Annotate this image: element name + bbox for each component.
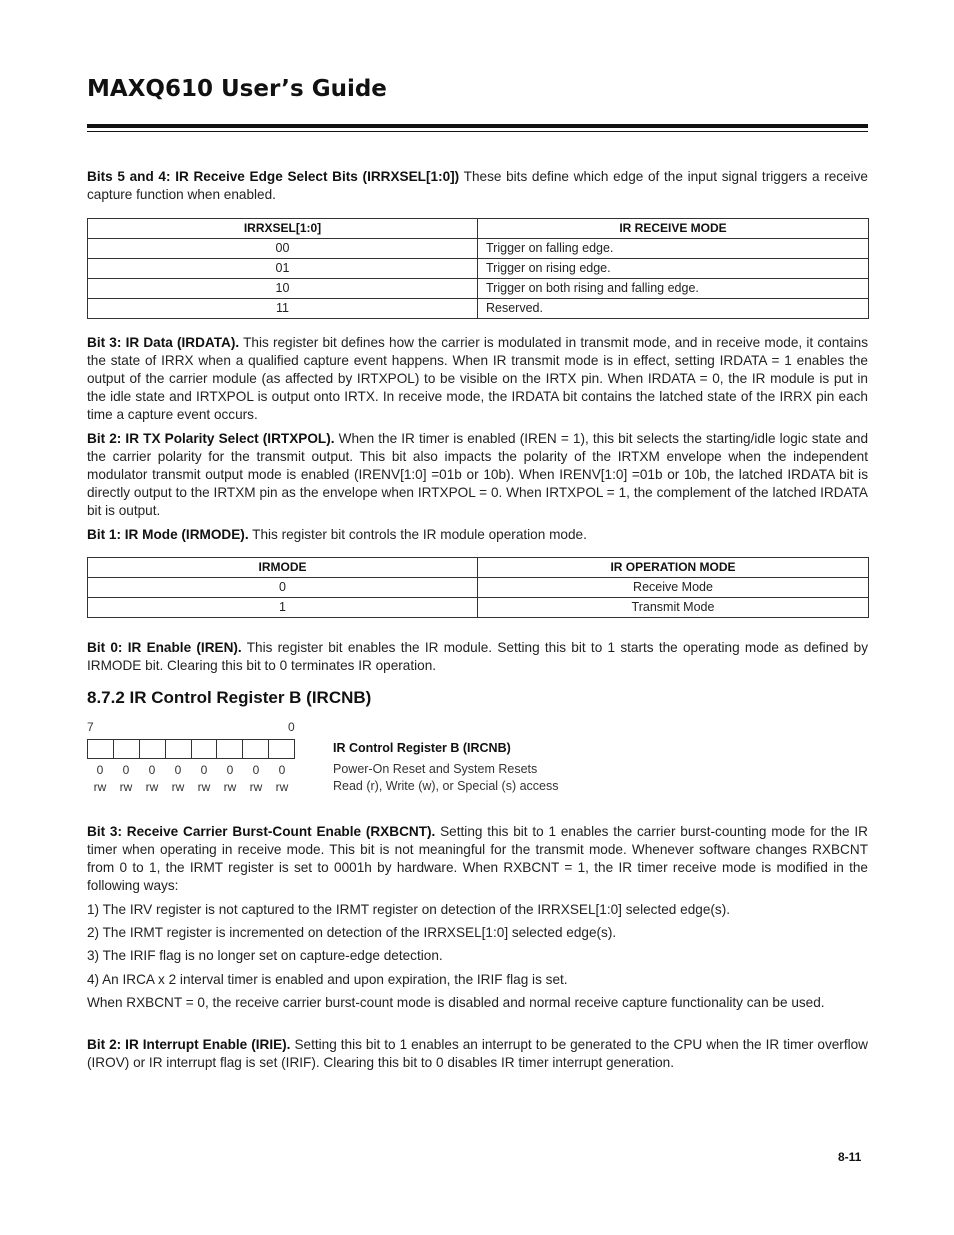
register-lsb-label: 0 [288, 720, 295, 734]
reset-value: 0 [96, 763, 104, 777]
page-title: MAXQ610 User’s Guide [87, 76, 387, 102]
section-heading: 8.7.2 IR Control Register B (IRCNB) [87, 688, 372, 707]
iren-lead: Bit 0: IR Enable (IREN). [87, 640, 242, 655]
reset-value: 0 [226, 763, 234, 777]
irtxpol-lead: Bit 2: IR TX Polarity Select (IRTXPOL). [87, 431, 335, 446]
irtxpol-paragraph [87, 430, 868, 520]
iren-paragraph [87, 639, 868, 675]
table-cell: Receive Mode [478, 578, 869, 598]
rxbcnt-text: Setting this bit to 1 enables the carrier burst-counting mode for the IR timer when operating in receive mode. This bit is not meaningful for the transmit mode. Whenever software changes RXBCNT from 0 to 1, the IRMT register is set to 0001h by hardware. When RXBCNT = 1, the IR timer receive mode is modified in the following ways: [87, 824, 868, 893]
table-cell: 11 [88, 299, 478, 319]
irtxpol-text: When the IR timer is enabled (IREN = 1), this bit selects the starting/idle logic state and the carrier polarity for the transmit output. This bit also impacts the polarity of the IRTXM envelope when the independent modulator transmit output mode is enabled (IRENV[1:0] =01b or 10b). When IRENV[1:0] =01b or 10b, the latched IRDATA bit is directly output to the IRTXM pin as the envelope when IRTXPOL = 0. When IRTXPOL = 1, the complement of the latched IRDATA bit is output. [87, 431, 869, 518]
table-row [88, 279, 869, 299]
register-bit-cell [140, 740, 166, 758]
table-header-cell: IR OPERATION MODE [478, 558, 869, 578]
iren-text: This register bit enables the IR module. Setting this bit to 1 starts the operating mode as defined by IRMODE bit. Clearing this bit to 0 terminates IR operation. [87, 640, 868, 673]
irrxsel-table [87, 218, 869, 319]
table-cell: Trigger on rising edge. [478, 259, 869, 279]
table-row [88, 299, 869, 319]
reset-value: 0 [252, 763, 260, 777]
register-bit-cell [269, 740, 294, 758]
irie-paragraph [87, 1036, 868, 1072]
rxbcnt-lead: Bit 3: Receive Carrier Burst-Count Enable (RXBCNT). [87, 824, 436, 839]
irmode-lead: Bit 1: IR Mode (IRMODE). [87, 527, 249, 542]
table-cell: 01 [88, 259, 478, 279]
irdata-paragraph [87, 334, 868, 424]
register-bit-cell [166, 740, 192, 758]
irdata-text: This register bit defines how the carrier is modulated in transmit mode, and in receive mode, it contains the state of IRRX when a qualified capture event happens. When IR transmit mode is in effect, setting IRDATA = 1 enables the output of the carrier module (as affected by IRTXPOL) to be visible on the IRTX pin. When IRDATA = 0, the IR module is put in the idle state and IRTXPOL is output onto IRTX. In receive mode, the IRDATA bit contains the latched state of the IRRX pin each time a capture event occurs. [87, 335, 868, 422]
register-reset-note: Power-On Reset and System Resets [333, 762, 538, 776]
register-bit-cell [192, 740, 218, 758]
register-bit-cell [88, 740, 114, 758]
register-bit-boxes [87, 739, 295, 759]
reset-value: 0 [148, 763, 156, 777]
table-row [88, 239, 869, 259]
register-bit-cell [217, 740, 243, 758]
table-cell: 0 [88, 578, 478, 598]
table-header-row [88, 558, 869, 578]
irmode-table [87, 557, 869, 618]
table-cell: 1 [88, 598, 478, 618]
table-header-cell: IR RECEIVE MODE [478, 219, 869, 239]
rxbcnt-paragraph [87, 823, 868, 895]
irie-lead: Bit 2: IR Interrupt Enable (IRIE). [87, 1037, 291, 1052]
irie-text: Setting this bit to 1 enables an interrupt to be generated to the CPU when the IR timer overflow (IROV) or IR interrupt flag is set (IRIF). Clearing this bit to 0 disables IR timer interrupt generation. [87, 1037, 869, 1070]
irdata-lead: Bit 3: IR Data (IRDATA). [87, 335, 240, 350]
list-item: 3) The IRIF flag is no longer set on capture-edge detection. [87, 948, 443, 963]
table-cell: Transmit Mode [478, 598, 869, 618]
table-cell: 10 [88, 279, 478, 299]
list-item: 4) An IRCA x 2 interval timer is enabled and upon expiration, the IRIF flag is set. [87, 972, 568, 987]
table-cell: 00 [88, 239, 478, 259]
list-item: 1) The IRV register is not captured to the IRMT register on detection of the IRRXSEL[1:0] selected edge(s). [87, 902, 731, 917]
reset-value: 0 [122, 763, 130, 777]
table-row [88, 578, 869, 598]
irmode-text: This register bit controls the IR module operation mode. [248, 527, 587, 542]
register-reset-row [87, 763, 295, 777]
access-value: rw [145, 780, 159, 794]
access-value: rw [171, 780, 185, 794]
table-row [88, 598, 869, 618]
irrxsel-lead: Bits 5 and 4: IR Receive Edge Select Bits (IRRXSEL[1:0]) [87, 169, 460, 184]
table-cell: Trigger on falling edge. [478, 239, 869, 259]
header-rule-thin [87, 131, 868, 132]
access-value: rw [93, 780, 107, 794]
table-header-cell: IRMODE [88, 558, 478, 578]
register-name: IR Control Register B (IRCNB) [333, 741, 511, 755]
register-bit-cell [114, 740, 140, 758]
irrxsel-paragraph [87, 168, 868, 204]
rxbcnt-zero-paragraph: When RXBCNT = 0, the receive carrier burst-count mode is disabled and normal receive capture functionality can be used. [87, 995, 825, 1010]
irrxsel-text: These bits define which edge of the input signal triggers a receive capture function when enabled. [87, 169, 868, 202]
reset-value: 0 [278, 763, 286, 777]
access-value: rw [119, 780, 133, 794]
header-rule-thick [87, 124, 868, 128]
table-cell: Trigger on both rising and falling edge. [478, 279, 869, 299]
access-value: rw [197, 780, 211, 794]
irmode-paragraph [87, 526, 868, 544]
reset-value: 0 [174, 763, 182, 777]
access-value: rw [249, 780, 263, 794]
register-access-note: Read (r), Write (w), or Special (s) access [333, 779, 559, 793]
reset-value: 0 [200, 763, 208, 777]
list-item: 2) The IRMT register is incremented on detection of the IRRXSEL[1:0] selected edge(s). [87, 925, 617, 940]
table-row [88, 259, 869, 279]
table-header-row [88, 219, 869, 239]
access-value: rw [223, 780, 237, 794]
register-msb-label: 7 [87, 720, 94, 734]
page-number: 8-11 [838, 1150, 862, 1164]
register-bit-cell [243, 740, 269, 758]
register-access-row [87, 780, 295, 794]
table-header-cell: IRRXSEL[1:0] [88, 219, 478, 239]
table-cell: Reserved. [478, 299, 869, 319]
access-value: rw [275, 780, 289, 794]
